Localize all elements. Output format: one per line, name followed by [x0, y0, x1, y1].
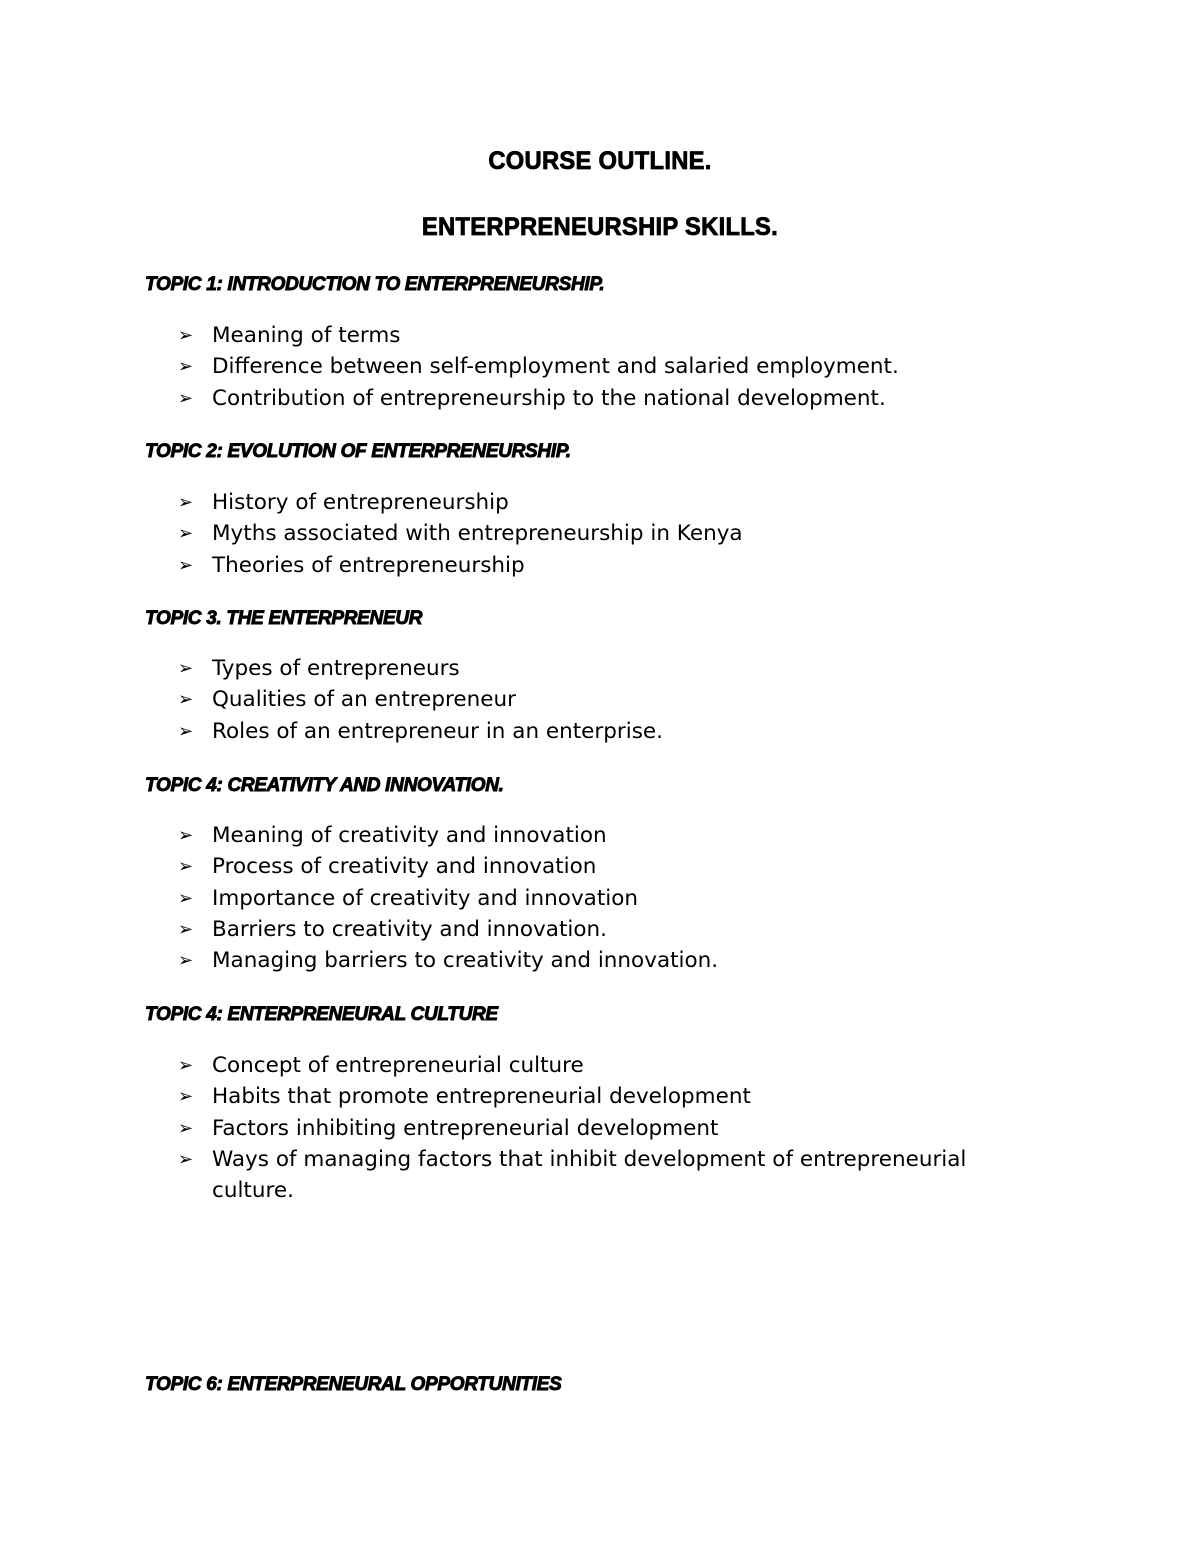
- list-item: ➢ Concept of entrepreneurial culture: [178, 1050, 1042, 1081]
- topic-item-list: [178, 820, 1042, 976]
- arrow-bullet-icon: ➢: [178, 950, 194, 972]
- list-item: ➢ Roles of an entrepreneur in an enterprise.: [178, 716, 1042, 747]
- arrow-bullet-icon: ➢: [178, 492, 194, 513]
- topic-item-list: [178, 653, 1042, 747]
- list-item: ➢ Importance of creativity and innovation: [178, 883, 1042, 914]
- list-item: ➢ Meaning of terms: [178, 320, 1042, 351]
- topic-item-list: [178, 487, 1042, 581]
- list-item: ➢ Ways of managing factors that inhibit development of entrepreneurial culture.: [178, 1144, 1042, 1207]
- arrow-bullet-icon: ➢: [178, 387, 194, 409]
- arrow-bullet-icon: ➢: [178, 356, 194, 378]
- arrow-bullet-icon: ➢: [178, 918, 194, 940]
- list-item: ➢ Contribution of entrepreneurship to the national development.: [178, 383, 1042, 414]
- arrow-bullet-icon: ➢: [178, 720, 194, 742]
- list-item: ➢ Managing barriers to creativity and innovation.: [178, 945, 1042, 976]
- arrow-bullet-icon: ➢: [178, 658, 194, 679]
- topic-heading: TOPIC 6: ENTERPRENEURAL OPPORTUNITIES: [145, 1374, 562, 1395]
- topic-item-list: [178, 1050, 1042, 1206]
- arrow-bullet-icon: ➢: [178, 825, 194, 846]
- topic-heading: TOPIC 3. THE ENTERPRENEUR: [145, 608, 423, 629]
- list-item: ➢ Factors inhibiting entrepreneurial development: [178, 1113, 1042, 1144]
- arrow-bullet-icon: ➢: [178, 1148, 194, 1170]
- list-item: ➢ Qualities of an entrepreneur: [178, 684, 1042, 715]
- list-item: ➢ Theories of entrepreneurship: [178, 550, 1042, 581]
- arrow-bullet-icon: ➢: [178, 554, 194, 576]
- list-item: ➢ Myths associated with entrepreneurship in Kenya: [178, 518, 1042, 549]
- list-item: ➢ Barriers to creativity and innovation.: [178, 914, 1042, 945]
- topic-heading: TOPIC 2: EVOLUTION OF ENTERPRENEURSHIP.: [145, 441, 571, 462]
- list-item: ➢ Difference between self-employment and salaried employment.: [178, 351, 1042, 382]
- document-subtitle: ENTERPRENEURSHIP SKILLS.: [421, 213, 779, 241]
- arrow-bullet-icon: ➢: [178, 856, 194, 878]
- list-item: ➢ Habits that promote entrepreneurial development: [178, 1081, 1042, 1112]
- arrow-bullet-icon: ➢: [178, 325, 194, 346]
- topic-heading: TOPIC 4: CREATIVITY AND INNOVATION.: [145, 775, 504, 796]
- list-item: ➢ Types of entrepreneurs: [178, 653, 1042, 684]
- arrow-bullet-icon: ➢: [178, 1086, 194, 1108]
- arrow-bullet-icon: ➢: [178, 689, 194, 711]
- list-item: ➢ Process of creativity and innovation: [178, 851, 1042, 882]
- arrow-bullet-icon: ➢: [178, 887, 194, 909]
- arrow-bullet-icon: ➢: [178, 523, 194, 545]
- arrow-bullet-icon: ➢: [178, 1117, 194, 1139]
- document-title: COURSE OUTLINE.: [488, 147, 712, 175]
- arrow-bullet-icon: ➢: [178, 1055, 194, 1076]
- topic-heading: TOPIC 4: ENTERPRENEURAL CULTURE: [145, 1004, 498, 1025]
- topic-heading: TOPIC 1: INTRODUCTION TO ENTERPRENEURSHIP.: [145, 274, 605, 295]
- topic-item-list: [178, 320, 1042, 414]
- list-item: ➢ Meaning of creativity and innovation: [178, 820, 1042, 851]
- list-item: ➢ History of entrepreneurship: [178, 487, 1042, 518]
